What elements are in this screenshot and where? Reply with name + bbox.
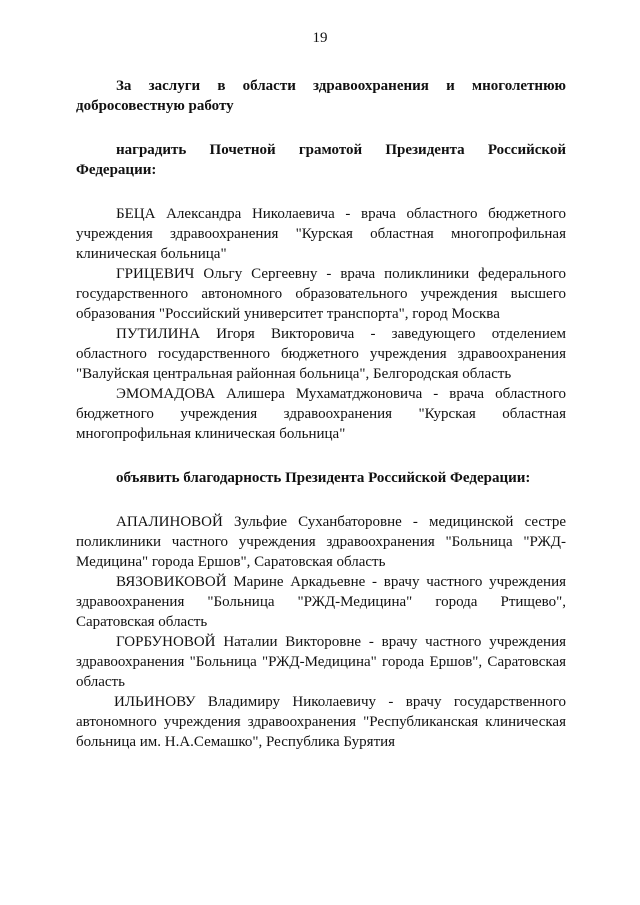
document-body (76, 76, 566, 752)
award-recipient: БЕЦА Александра Николаевича - врача областного бюджетного учреждения здравоохранения "Курская областная многопрофильная клиническая больница" (76, 206, 566, 262)
gratitude-recipient: ВЯЗОВИКОВОЙ Марине Аркадьевне - врачу частного учреждения здравоохранения "Больница "РЖД-Медицина" города Ртищево", Саратовская область (76, 574, 566, 630)
gratitude-recipient: ГОРБУНОВОЙ Наталии Викторовне - врачу частного учреждения здравоохранения "Больница "РЖД-Медицина" города Ершов", Саратовская область (76, 634, 566, 690)
award-recipient: ЭМОМАДОВА Алишера Мухаматджоновича - врача областного бюджетного учреждения здравоохранения "Курская областная многопрофильная клиническая больница" (76, 386, 566, 442)
gratitude-heading: объявить благодарность Президента Российской Федерации: (116, 470, 531, 486)
intro-paragraph: За заслуги в области здравоохранения и многолетнюю добросовестную работу (76, 78, 566, 114)
gratitude-recipient: АПАЛИНОВОЙ Зульфие Суханбаторовне - медицинской сестре поликлиники частного учреждения здравоохранения "Больница "РЖД-Медицина" города Ершов", Саратовская область (76, 514, 566, 570)
gratitude-recipient: ИЛЬИНОВУ Владимиру Николаевичу - врачу государственного автономного учреждения здравоохранения "Республиканская клиническая больница им. Н.А.Семашко", Республика Бурятия (76, 694, 566, 750)
award-recipient: ПУТИЛИНА Игоря Викторовича - заведующего отделением областного государственного бюджетного учреждения здравоохранения "Валуйская центральная районная больница", Белгородская область (76, 326, 566, 382)
award-recipient: ГРИЦЕВИЧ Ольгу Сергеевну - врача поликлиники федерального государственного автономного образовательного учреждения высшего образования "Российский университет транспорта", город Москва (76, 266, 566, 322)
award-heading: наградить Почетной грамотой Президента Российской Федерации: (76, 142, 566, 178)
page-number: 19 (312, 30, 328, 46)
